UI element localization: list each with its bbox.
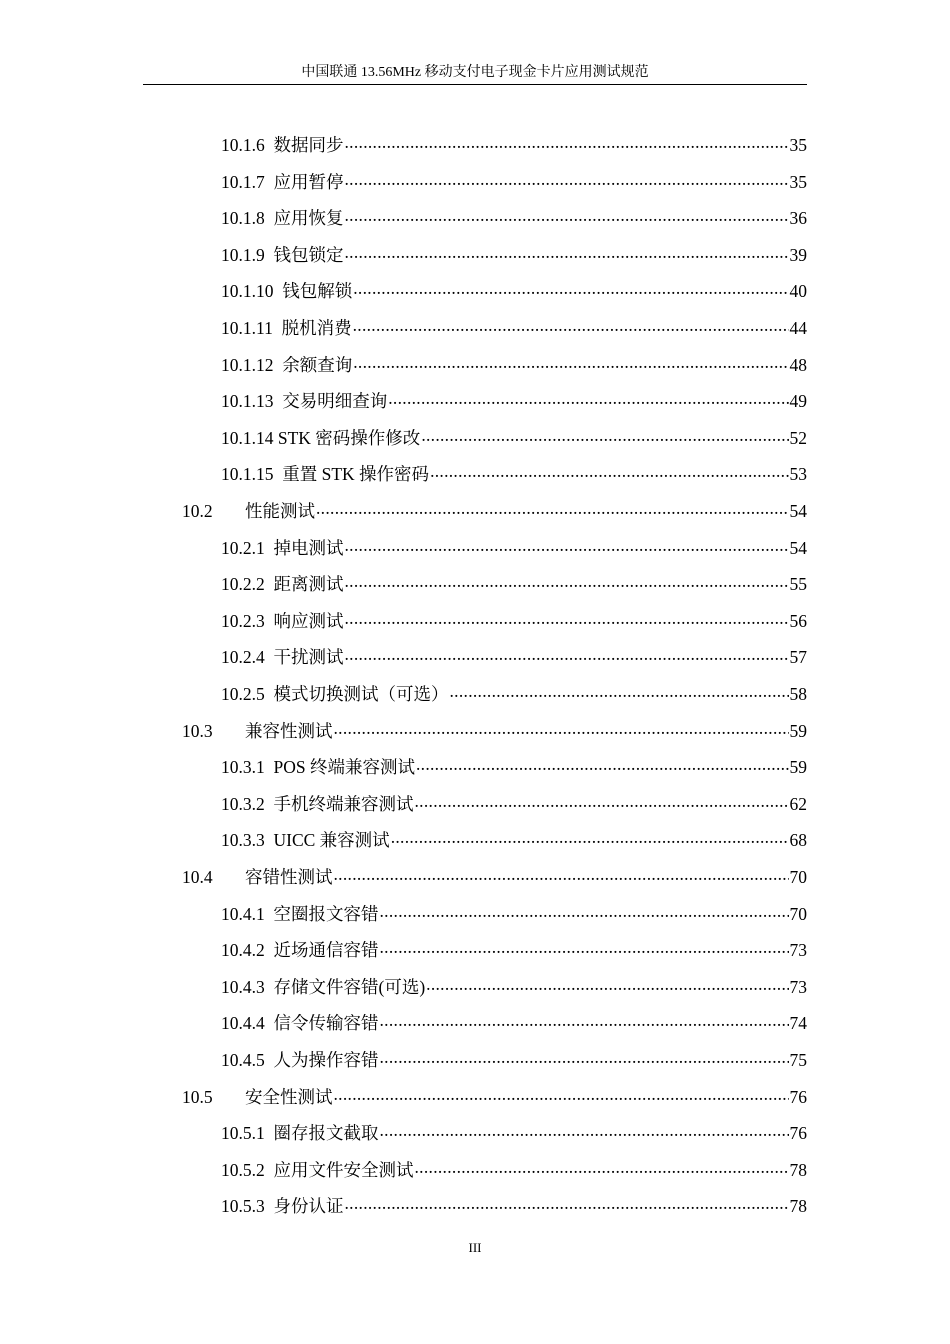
- toc-entry-number: 10.4.3: [221, 976, 265, 997]
- toc-entry-leader-dots: [345, 131, 789, 153]
- toc-entry-title: 应用文件安全测试: [273, 1159, 414, 1180]
- toc-entry-page-number: 76: [789, 1123, 807, 1144]
- toc-entry-number: 10.3: [182, 720, 213, 741]
- toc-entry-page-number: 75: [789, 1050, 807, 1070]
- toc-entry-separator: [265, 793, 274, 815]
- toc-entry-page-number: 59: [789, 720, 807, 741]
- toc-entry-page-number: 55: [789, 574, 807, 595]
- toc-entry-separator: [273, 317, 282, 339]
- toc-entry-number: 10.2: [182, 501, 213, 521]
- toc-entry-leader-dots: [345, 607, 789, 629]
- toc-entry[interactable]: [221, 669, 807, 705]
- toc-entry[interactable]: [221, 925, 807, 961]
- toc-entry-title: 脱机消费: [281, 318, 352, 338]
- toc-entry-leader-dots: [380, 936, 789, 958]
- toc-entry-title: 容错性测试: [245, 867, 333, 887]
- toc-entry-leader-dots: [334, 1083, 789, 1105]
- toc-entry[interactable]: [221, 559, 807, 595]
- toc-entry-page-number: 53: [789, 464, 807, 485]
- toc-entry-separator: [265, 244, 274, 266]
- toc-entry-page-number: 57: [789, 647, 807, 668]
- toc-entry[interactable]: [221, 889, 807, 925]
- toc-entry-number: 10.1.11: [221, 318, 273, 338]
- toc-entry[interactable]: [221, 376, 807, 412]
- toc-entry-page-number: 62: [789, 793, 807, 814]
- toc-entry-number: 10.1.12: [221, 354, 274, 375]
- toc-entry-leader-dots: [334, 863, 789, 885]
- toc-entry-number: 10.3.1: [221, 757, 265, 778]
- toc-entry-title: 空圈报文容错: [273, 903, 379, 924]
- toc-entry-separator: [265, 1049, 274, 1071]
- toc-entry-number: 10.1.7: [221, 171, 265, 192]
- toc-entry[interactable]: [221, 523, 807, 559]
- toc-entry-separator: [265, 976, 274, 998]
- toc-entry-number: 10.1.15: [221, 464, 274, 485]
- toc-entry-separator: [265, 829, 274, 851]
- toc-entry-title: 钱包解锁: [282, 281, 353, 302]
- toc-entry-leader-dots: [353, 314, 789, 336]
- toc-entry-separator: [274, 280, 283, 302]
- toc-entry-number: 10.3.3: [221, 830, 265, 851]
- toc-entry-leader-dots: [345, 168, 789, 190]
- toc-entry-title: 手机终端兼容测试: [273, 793, 414, 814]
- toc-entry-separator: [265, 1012, 274, 1034]
- toc-entry-title: 钱包锁定: [273, 244, 344, 265]
- toc-entry-separator: [265, 1159, 274, 1181]
- toc-entry-leader-dots: [334, 717, 789, 739]
- toc-entry-number: 10.5.2: [221, 1159, 265, 1180]
- toc-entry-page-number: 54: [789, 537, 807, 558]
- toc-entry-title: UICC 兼容测试: [273, 830, 390, 851]
- toc-entry-page-number: 44: [789, 318, 807, 338]
- toc-entry[interactable]: [221, 340, 807, 376]
- toc-entry-leader-dots: [345, 204, 789, 226]
- toc-entry-number: 10.5.3: [221, 1196, 265, 1217]
- toc-entry-leader-dots: [345, 1192, 789, 1214]
- toc-entry[interactable]: [182, 706, 807, 742]
- toc-entry-title: 响应测试: [273, 610, 344, 631]
- toc-entry-leader-dots: [380, 1119, 789, 1141]
- toc-entry-title: 余额查询: [282, 354, 353, 375]
- toc-entry-page-number: 49: [789, 391, 807, 412]
- toc-entry-title: 干扰测试: [273, 647, 344, 668]
- page-number: III: [468, 1240, 482, 1255]
- toc-entry-separator: [265, 573, 274, 595]
- toc-entry-number: 10.2.3: [221, 610, 265, 631]
- toc-entry-separator: [265, 646, 274, 668]
- toc-entry[interactable]: [221, 742, 807, 778]
- toc-entry-page-number: 70: [789, 903, 807, 924]
- toc-entry-separator: [265, 1122, 274, 1144]
- toc-entry[interactable]: [221, 303, 807, 339]
- toc-entry-leader-dots: [416, 753, 789, 775]
- toc-entry[interactable]: [221, 632, 807, 668]
- toc-entry-page-number: 78: [789, 1159, 807, 1180]
- toc-entry[interactable]: [221, 266, 807, 302]
- toc-entry-separator: [265, 207, 274, 229]
- toc-entry-number: 10.2.5: [221, 684, 265, 704]
- toc-entry-title: 圈存报文截取: [273, 1123, 379, 1144]
- toc-entry-separator: [265, 903, 274, 925]
- toc-entry-number: 10.4.5: [221, 1050, 265, 1070]
- toc-entry-leader-dots: [380, 900, 789, 922]
- toc-entry-leader-dots: [353, 277, 788, 299]
- toc-entry-title: 重置 STK 操作密码: [282, 464, 430, 485]
- toc-entry-number: 10.1.13: [221, 391, 274, 412]
- toc-entry-number: 10.2.2: [221, 574, 265, 595]
- toc-entry-number: 10.1.10: [221, 281, 274, 302]
- toc-entry[interactable]: [221, 998, 807, 1034]
- toc-entry-separator: [265, 171, 274, 193]
- toc-entry-page-number: 35: [789, 171, 807, 192]
- toc-entry-page-number: 40: [789, 281, 807, 302]
- toc-entry-title: 模式切换测试（可选）: [273, 684, 449, 704]
- toc-entry-number: 10.4: [182, 867, 213, 887]
- toc-entry-title: 交易明细查询: [282, 391, 388, 412]
- toc-entry[interactable]: [221, 413, 807, 449]
- toc-entry-number: 10.5: [182, 1086, 213, 1107]
- toc-entry-leader-dots: [426, 973, 788, 995]
- toc-entry-page-number: 58: [789, 684, 807, 704]
- toc-entry-page-number: 70: [789, 867, 807, 887]
- toc-entry-leader-dots: [415, 1156, 789, 1178]
- toc-entry[interactable]: [221, 1181, 807, 1217]
- toc-entry-page-number: 35: [789, 135, 807, 155]
- toc-entry-page-number: 39: [789, 244, 807, 265]
- toc-entry-separator: [274, 390, 283, 412]
- toc-entry-page-number: 76: [789, 1086, 807, 1107]
- toc-entry-separator: [265, 134, 274, 156]
- toc-entry-leader-dots: [388, 387, 788, 409]
- toc-entry-title: STK 密码操作修改: [277, 427, 421, 448]
- toc-entry-separator: [274, 354, 283, 376]
- toc-entry[interactable]: [221, 120, 807, 156]
- toc-entry[interactable]: [221, 193, 807, 229]
- toc-entry-page-number: 73: [789, 976, 807, 997]
- toc-entry-title: POS 终端兼容测试: [273, 757, 415, 778]
- toc-entry-number: 10.4.4: [221, 1013, 265, 1034]
- toc-entry-page-number: 78: [789, 1196, 807, 1217]
- toc-entry-number: 10.1.6: [221, 135, 265, 155]
- toc-entry-number: 10.1.9: [221, 244, 265, 265]
- toc-entry[interactable]: [182, 1072, 807, 1108]
- toc-entry-number: 10.1.8: [221, 208, 265, 229]
- toc-entry-page-number: 36: [789, 208, 807, 229]
- toc-entry-leader-dots: [415, 790, 789, 812]
- toc-entry[interactable]: [221, 596, 807, 632]
- toc-entry-number: 10.5.1: [221, 1123, 265, 1144]
- toc-entry-title: 兼容性测试: [245, 720, 333, 741]
- toc-entry-leader-dots: [345, 643, 789, 665]
- toc-entry-leader-dots: [353, 351, 788, 373]
- toc-entry[interactable]: [182, 486, 807, 522]
- toc-entry[interactable]: [221, 1108, 807, 1144]
- toc-entry-separator: [265, 756, 274, 778]
- toc-entry-leader-dots: [316, 497, 789, 519]
- toc-entry-number: 10.4.2: [221, 940, 265, 961]
- toc-entry-page-number: 73: [789, 940, 807, 961]
- toc-entry-page-number: 74: [789, 1013, 807, 1034]
- toc-entry[interactable]: [221, 815, 807, 851]
- toc-entry-page-number: 52: [789, 427, 807, 448]
- toc-entry-number: 10.4.1: [221, 903, 265, 924]
- toc-entry-leader-dots: [345, 570, 789, 592]
- toc-entry-page-number: 68: [789, 830, 807, 851]
- toc-entry[interactable]: [221, 230, 807, 266]
- toc-entry-title: 人为操作容错: [273, 1050, 379, 1070]
- toc-entry[interactable]: [221, 1035, 807, 1071]
- page-header: 中国联通 13.56MHz 移动支付电子现金卡片应用测试规范: [143, 62, 807, 85]
- toc-entry[interactable]: [221, 157, 807, 193]
- toc-entry-title: 性能测试: [245, 501, 315, 521]
- toc-entry-page-number: 48: [789, 354, 807, 375]
- toc-entry[interactable]: [221, 779, 807, 815]
- toc-entry-separator: [265, 683, 274, 705]
- toc-entry-separator: [265, 1195, 274, 1217]
- toc-entry-leader-dots: [380, 1009, 789, 1031]
- toc-entry-leader-dots: [345, 534, 789, 556]
- toc-entry-separator: [265, 537, 274, 559]
- toc-entry-page-number: 59: [789, 757, 807, 778]
- toc-entry-title: 近场通信容错: [273, 940, 379, 961]
- toc-entry-leader-dots: [421, 424, 788, 446]
- toc-entry[interactable]: [182, 852, 807, 888]
- toc-entry-number: 10.1.14: [221, 427, 274, 448]
- toc-entry-number: 10.3.2: [221, 793, 265, 814]
- toc-entry-leader-dots: [430, 460, 788, 482]
- toc-entry-separator: [265, 610, 274, 632]
- toc-entry-title: 掉电测试: [273, 537, 344, 558]
- toc-entry-number: 10.2.4: [221, 647, 265, 668]
- toc-entry-page-number: 54: [789, 501, 807, 521]
- toc-entry-number: 10.2.1: [221, 537, 265, 558]
- toc-entry-title: 安全性测试: [245, 1086, 333, 1107]
- toc-entry-title: 应用恢复: [273, 208, 344, 229]
- toc-entry[interactable]: [221, 962, 807, 998]
- toc-entry-leader-dots: [380, 1046, 789, 1068]
- toc-entry-leader-dots: [450, 680, 789, 702]
- toc-entry-separator: [274, 463, 283, 485]
- toc-entry[interactable]: [221, 449, 807, 485]
- toc-entry-title: 身份认证: [273, 1196, 344, 1217]
- toc-entry-title: 存储文件容错(可选): [273, 976, 426, 997]
- toc-entry-separator: [265, 939, 274, 961]
- toc-entry[interactable]: [221, 1145, 807, 1181]
- toc-entry-title: 数据同步: [273, 135, 344, 155]
- toc-entry-title: 距离测试: [273, 574, 344, 595]
- toc-entry-leader-dots: [345, 241, 789, 263]
- toc-entry-leader-dots: [391, 826, 789, 848]
- toc-entry-page-number: 56: [789, 610, 807, 631]
- toc-entry-title: 信令传输容错: [273, 1013, 379, 1034]
- toc-entry-title: 应用暂停: [273, 171, 344, 192]
